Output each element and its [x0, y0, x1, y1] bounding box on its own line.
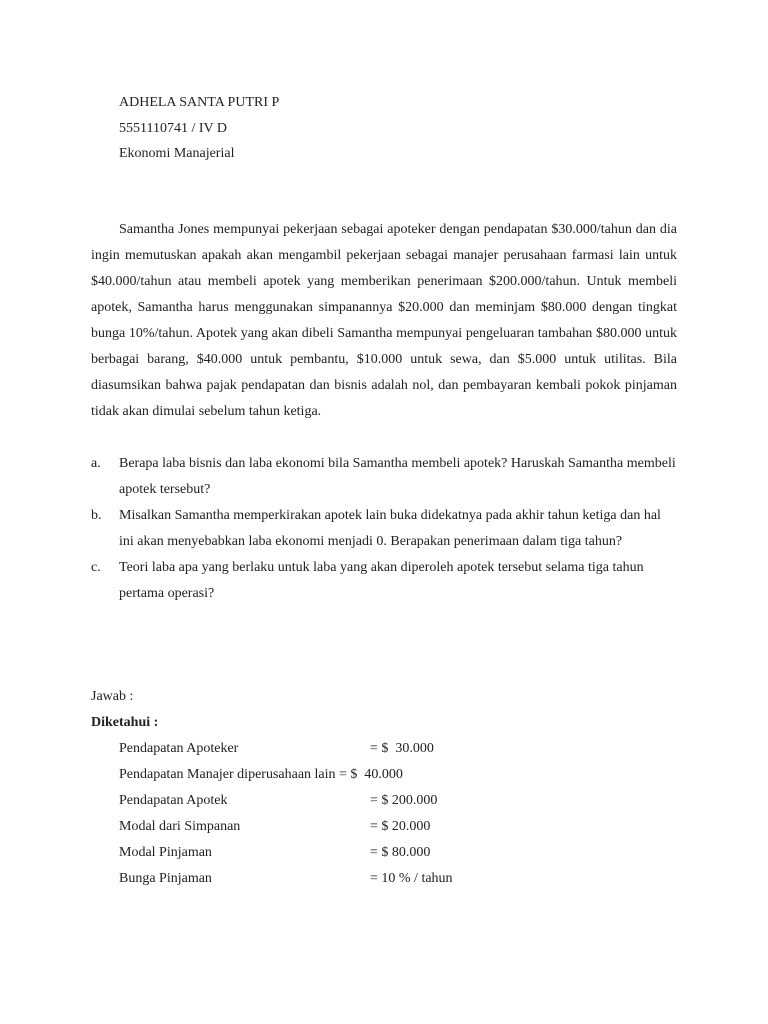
given-label: Bunga Pinjaman [119, 871, 212, 886]
given-row [119, 840, 619, 866]
given-value: = $ 40.000 [335, 767, 403, 782]
question-marker: b. [91, 508, 102, 523]
student-header [119, 90, 279, 167]
answer-label: Jawab : [91, 689, 134, 704]
question-item [91, 503, 677, 555]
given-row [119, 814, 619, 840]
given-label: Modal Pinjaman [119, 845, 212, 860]
question-list [91, 451, 677, 607]
given-list [119, 736, 619, 892]
given-value: = 10 % / tahun [370, 871, 453, 886]
question-text: Teori laba apa yang berlaku untuk laba yang akan diperoleh apotek tersebut selama tiga tahun pertama operasi? [119, 560, 644, 601]
course-name: Ekonomi Manajerial [119, 146, 235, 161]
given-value: = $ 20.000 [370, 819, 431, 834]
given-value: = $ 200.000 [370, 793, 438, 808]
question-item [91, 555, 677, 607]
given-value: = $ 30.000 [370, 741, 434, 756]
question-marker: c. [91, 560, 101, 575]
question-marker: a. [91, 456, 101, 471]
given-heading: Diketahui : [91, 715, 159, 730]
given-label: Modal dari Simpanan [119, 819, 241, 834]
problem-statement [91, 217, 677, 425]
given-row [119, 788, 619, 814]
student-name: ADHELA SANTA PUTRI P [119, 95, 280, 110]
given-value: = $ 80.000 [370, 845, 431, 860]
given-label: Pendapatan Apotek [119, 793, 228, 808]
question-text: Misalkan Samantha memperkirakan apotek lain buka didekatnya pada akhir tahun ketiga dan hal ini akan menyebabkan laba ekonomi menjadi 0. Berapakan penerimaan dalam tiga tahun? [119, 508, 661, 549]
answer-section [91, 684, 677, 736]
given-row [119, 866, 619, 892]
student-id-class: 5551110741 / IV D [119, 120, 227, 136]
given-row [119, 736, 619, 762]
problem-paragraph: Samantha Jones mempunyai pekerjaan sebagai apoteker dengan pendapatan $30.000/tahun dan dia ingin memutuskan apakah akan mengambil pekerjaan sebagai manajer perusahaan farmasi lain untuk $40.000/tahun atau membeli apotek yang memberikan penerimaan $200.000/tahun. Untuk membeli apotek, Samantha harus menggunakan simpanannya $20.000 dan meminjam $80.000 dengan tingkat bunga 10%/tahun. Apotek yang akan dibeli Samantha mempunyai pengeluaran tambahan $80.000 untuk berbagai barang, $40.000 untuk pembantu, $10.000 untuk sewa, dan $5.000 untuk utilitas. Bila diasumsikan bahwa pajak pendapatan dan bisnis adalah nol, dan pembayaran kembali pokok pinjaman tidak akan dimulai sebelum tahun ketiga. [91, 222, 677, 419]
given-row [119, 762, 619, 788]
question-text: Berapa laba bisnis dan laba ekonomi bila Samantha membeli apotek? Haruskah Samantha membeli apotek tersebut? [119, 456, 676, 497]
given-label: Pendapatan Apoteker [119, 741, 239, 756]
given-label: Pendapatan Manajer diperusahaan lain [119, 767, 336, 782]
question-item [91, 451, 677, 503]
